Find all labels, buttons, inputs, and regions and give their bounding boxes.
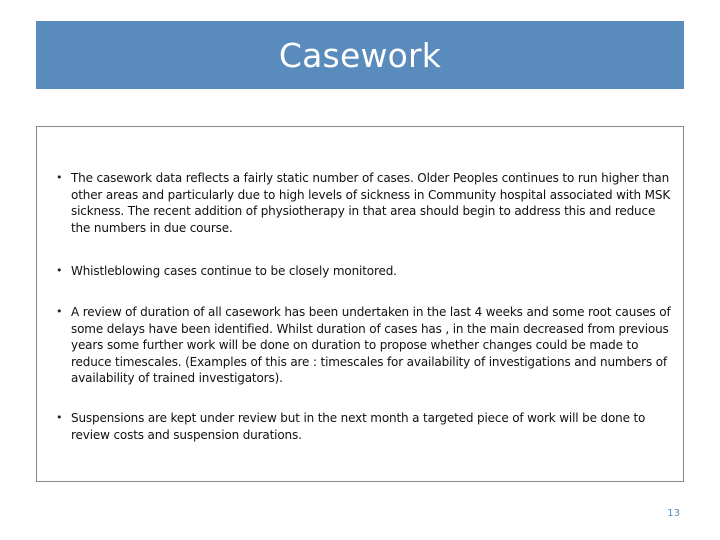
page-number: 13 xyxy=(667,508,680,519)
content-box xyxy=(36,126,684,482)
bullet-icon: • xyxy=(56,411,63,424)
bullet-text: A review of duration of all casework has been undertaken in the last 4 weeks and some root causes of some delays have been identified. Whilst duration of cases has , in the main decreased from previous years some further work will be done on duration to propose whether changes could be made to reduce timescales. (Examples of this are : timescales for availability of investigations and numbers of availability of trained investigators). xyxy=(71,305,671,385)
bullet-text: The casework data reflects a fairly static number of cases. Older Peoples continues to run higher than other areas and particularly due to high levels of sickness in Community hospital associated with MSK sickness. The recent addition of physiotherapy in that area should begin to address this and reduce the numbers in due course. xyxy=(71,171,671,235)
bullet-text: Whistleblowing cases continue to be closely monitored. xyxy=(71,264,397,278)
bullet-text: Suspensions are kept under review but in the next month a targeted piece of work will be done to review costs and suspension durations. xyxy=(71,411,646,442)
slide-title: Casework xyxy=(278,35,442,75)
bullet-icon: • xyxy=(56,305,63,318)
bullet-icon: • xyxy=(56,171,63,184)
bullet-icon: • xyxy=(56,264,63,277)
title-banner xyxy=(36,21,684,89)
